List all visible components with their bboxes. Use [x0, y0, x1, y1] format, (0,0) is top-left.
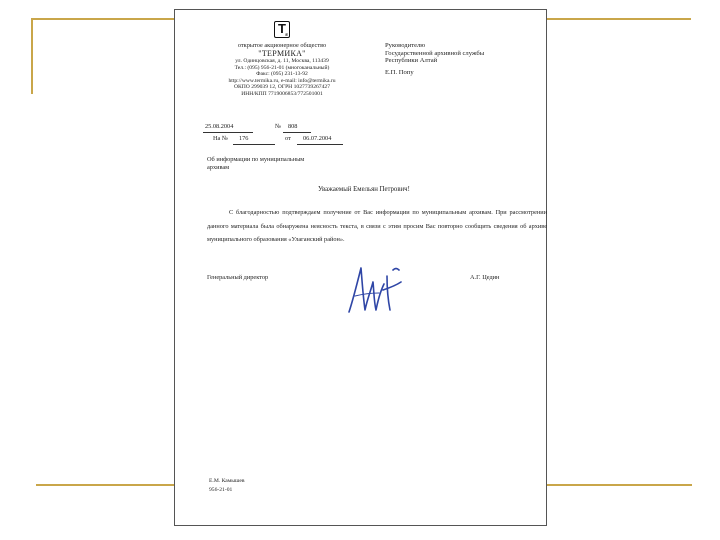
outgoing-date-underline — [203, 132, 253, 133]
recipient-title-line-1: Руководителю — [385, 42, 426, 49]
reply-number-underline — [233, 144, 275, 145]
recipient-title-line-2: Государственной архивной службы — [385, 49, 485, 57]
company-logo-icon — [274, 21, 290, 38]
outgoing-number-label: № — [275, 123, 282, 130]
sender-address: ул. Одинцовская, д. 11, Москва, 113439 — [235, 58, 329, 65]
executor-name: Е.М. Камышев — [209, 478, 245, 484]
outgoing-number: 808 — [288, 123, 298, 130]
recipient-name: Е.П. Попу — [385, 68, 414, 76]
recipient-title-line-3: Республики Алтай — [385, 57, 438, 65]
scanned-letter — [174, 9, 547, 526]
letter-body-text: С благодарностью подтверждаем получение от Вас информации по муниципальным архивам. При рассмотрении данного материала была обнаружена неясность текста, в связи с этим просим Вас повторно сообщить сведения об архиве муниципального образования «Улаганский район». — [207, 209, 547, 243]
reply-date: 06.07.2004 — [303, 135, 332, 142]
salutation: Уважаемый Емельян Петрович! — [318, 186, 410, 193]
sender-web-email: http://www.termika.ru, e-mail: info@termika.ru — [228, 77, 336, 84]
sender-phone: Тел.: (095) 956-21-01 (многоканальный) — [234, 64, 330, 71]
outgoing-number-underline — [283, 132, 311, 133]
signatory-name: А.Г. Цедин — [470, 274, 500, 281]
letter-body — [207, 206, 547, 247]
sender-fax: Факс: (095) 231-13-92 — [256, 71, 308, 78]
outgoing-date: 25.08.2004 — [205, 123, 234, 130]
subject-line-2: архивам — [207, 164, 230, 171]
sender-company-name: "ТЕРМИКА" — [258, 49, 306, 59]
logo-symbol: T — [278, 21, 286, 36]
handwritten-signature-icon — [343, 260, 407, 318]
reply-label: На № — [213, 135, 228, 142]
logo-sub-symbol: E — [285, 32, 288, 37]
reply-from-label: от — [285, 135, 291, 142]
signatory-title: Генеральный директор — [207, 274, 269, 281]
sender-inn-kpp: ИНН/КПП 7719006853/772501001 — [241, 90, 323, 97]
executor-phone: 956-21-01 — [209, 487, 233, 493]
sender-org-type: открытое акционерное общество — [237, 42, 327, 49]
sender-okpo-ogrn: ОКПО 299039 12, ОГРН 1027739267427 — [233, 84, 330, 91]
subject-line-1: Об информации по муниципальным — [207, 156, 305, 163]
reply-date-underline — [297, 144, 343, 145]
recipient-block — [385, 42, 484, 76]
sender-letterhead — [197, 42, 367, 97]
slide-accent-vertical-line — [31, 18, 33, 94]
reply-number: 176 — [239, 135, 249, 142]
